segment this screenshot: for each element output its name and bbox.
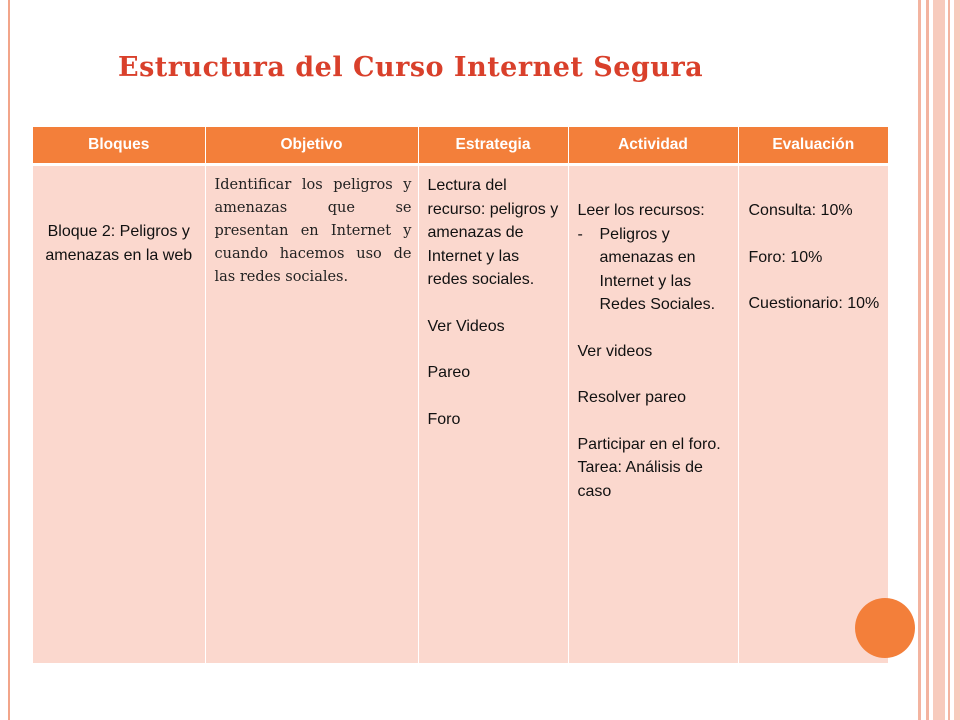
slide-title: Estructura del Curso Internet Segura — [118, 52, 704, 83]
actividad-bullet-text: Peligros y amenazas en Internet y las Redes Sociales. — [599, 225, 716, 313]
bloque-text: Bloque 2: Peligros y amenazas en la web — [45, 223, 193, 264]
header-estrategia: Estrategia — [418, 127, 568, 165]
course-structure-table-wrapper — [33, 127, 888, 663]
table-header-row — [33, 127, 888, 165]
cell-actividad — [568, 165, 738, 664]
estrategia-lectura: Lectura del recurso: peligros y amenazas de Internet y las redes sociales. — [427, 177, 559, 288]
actividad-videos: Ver videos — [577, 342, 653, 360]
right-decorative-stripes — [918, 0, 960, 720]
actividad-tarea: Tarea: Análisis de caso — [577, 459, 703, 500]
cell-bloque — [33, 165, 205, 664]
cell-estrategia — [418, 165, 568, 664]
estrategia-foro: Foro — [427, 410, 461, 428]
bullet-dash: - — [577, 225, 583, 243]
header-bloques: Bloques — [33, 127, 205, 165]
actividad-bullet-item — [578, 223, 732, 317]
course-structure-table — [33, 127, 888, 663]
actividad-intro: Leer los recursos: — [577, 202, 705, 219]
objetivo-text: Identificar los peligros y amenazas que se presentan en Internet y cuando hacemos uso de las redes sociales. — [214, 177, 412, 285]
actividad-foro: Participar en el foro. — [577, 435, 721, 453]
table-row — [33, 165, 888, 664]
left-accent-line — [8, 0, 10, 720]
decorative-orange-circle — [855, 598, 915, 658]
estrategia-pareo: Pareo — [427, 364, 471, 381]
evaluacion-foro: Foro: 10% — [748, 248, 823, 266]
header-objetivo: Objetivo — [205, 127, 418, 165]
estrategia-videos: Ver Videos — [427, 317, 505, 335]
cell-objetivo — [205, 165, 418, 664]
evaluacion-consulta: Consulta: 10% — [748, 202, 853, 219]
header-actividad: Actividad — [568, 127, 738, 165]
header-evaluacion: Evaluación — [738, 127, 888, 165]
actividad-pareo: Resolver pareo — [577, 389, 686, 406]
cell-evaluacion — [738, 165, 888, 664]
evaluacion-cuestionario: Cuestionario: 10% — [748, 295, 880, 312]
